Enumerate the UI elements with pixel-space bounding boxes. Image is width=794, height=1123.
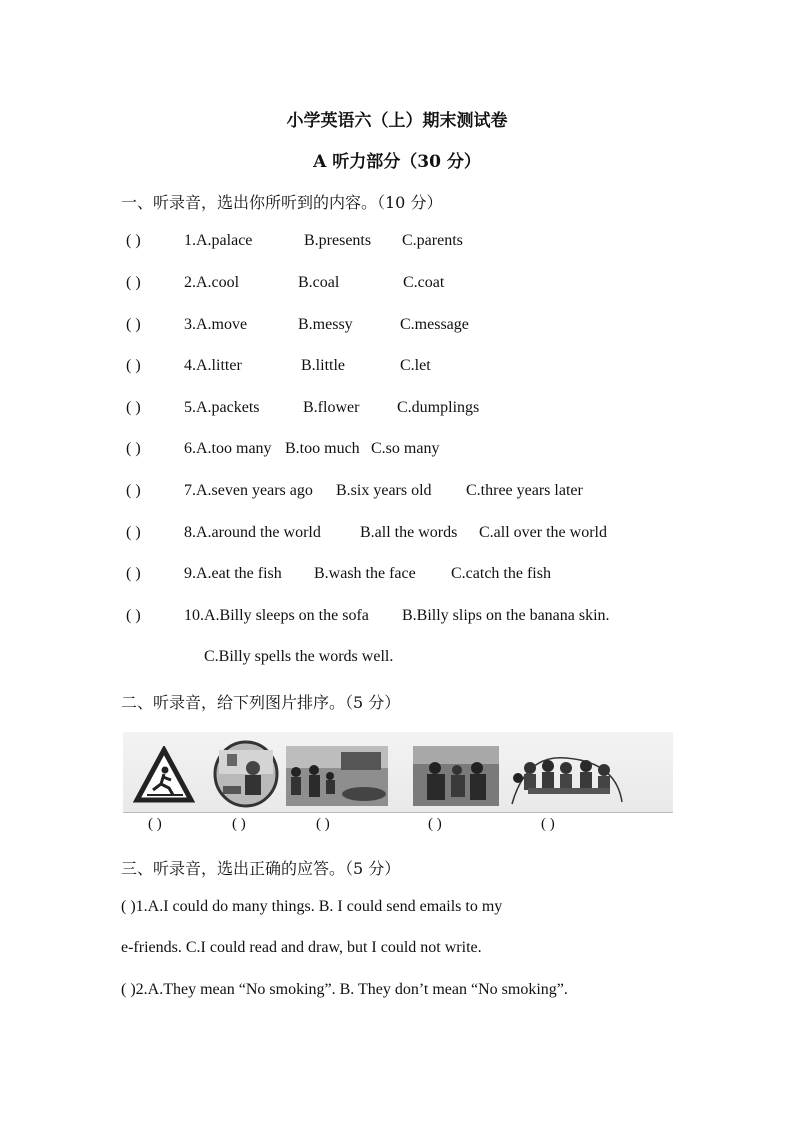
answer-blank[interactable]: ( ) (126, 316, 141, 333)
option-c: C.coat (403, 274, 445, 291)
question-number: 2. (184, 274, 196, 291)
answer-blank[interactable]: ( ) (126, 232, 141, 249)
option-b: B.wash the face (314, 565, 416, 582)
answer-blank[interactable]: ( ) (126, 565, 141, 582)
order-blank-1[interactable]: ( ) (148, 816, 162, 832)
picture-strip (123, 732, 673, 813)
question-number: 8. (184, 524, 196, 541)
question-number: 7. (184, 482, 196, 499)
answer-blank[interactable]: ( ) (126, 524, 141, 541)
people-at-table-photo-icon (506, 744, 626, 806)
question-number: 6. (184, 440, 196, 457)
question-9 (126, 565, 551, 583)
option-b: B.all the words (360, 524, 458, 541)
s3-question-1-line-2: e-friends. C.I could read and draw, but I could not write. (121, 939, 482, 956)
page-title: 小学英语六（上）期末测试卷 (286, 111, 508, 131)
order-blank-2[interactable]: ( ) (232, 816, 246, 832)
option-c: C.all over the world (479, 524, 607, 541)
question-8 (126, 524, 607, 542)
question-number: 10. (184, 607, 204, 624)
option-a: A.cool (196, 274, 240, 291)
option-b: B.Billy slips on the banana skin. (402, 607, 610, 624)
order-blank-5[interactable]: ( ) (541, 816, 555, 832)
question-number: 5. (184, 399, 196, 416)
answer-blank[interactable]: ( ) (126, 357, 141, 374)
answer-blank[interactable]: ( ) (126, 274, 141, 291)
order-blank-4[interactable]: ( ) (428, 816, 442, 832)
option-b: B.flower (303, 399, 360, 416)
question-5 (126, 399, 479, 417)
question-number: 9. (184, 565, 196, 582)
section1-heading: 一、听录音，选出你所听到的内容。（10 分） (121, 193, 443, 212)
option-a: A.Billy sleeps on the sofa (204, 607, 369, 624)
question-1 (126, 232, 463, 250)
answer-blank[interactable]: ( ) (126, 482, 141, 499)
family-street-photo-icon (286, 746, 388, 806)
child-at-beach-photo-icon (213, 740, 279, 808)
option-c: C.three years later (466, 482, 583, 499)
option-c: C.let (400, 357, 431, 374)
answer-blank[interactable]: ( ) (126, 399, 141, 416)
option-a: A.litter (196, 357, 242, 374)
option-c: C.parents (402, 232, 463, 249)
option-a: A.move (196, 316, 248, 333)
section3-heading: 三、听录音，选出正确的应答。（5 分） (121, 859, 401, 878)
option-b: B.coal (298, 274, 340, 291)
question-10-option-c: C.Billy spells the words well. (204, 648, 394, 665)
option-a: A.eat the fish (196, 565, 282, 582)
answer-blank[interactable]: ( ) (126, 607, 141, 624)
question-number: 1. (184, 232, 196, 249)
question-4 (126, 357, 431, 375)
option-b: B.little (301, 357, 345, 374)
option-a: A.palace (196, 232, 253, 249)
option-b: B.messy (298, 316, 353, 333)
question-6 (126, 440, 439, 458)
option-a: A.seven years ago (196, 482, 313, 499)
question-number: 4. (184, 357, 196, 374)
question-number: 3. (184, 316, 196, 333)
s3-question-1-line-1: ( )1.A.I could do many things. B. I could send emails to my (121, 898, 503, 915)
question-2 (126, 274, 444, 292)
group-outdoor-photo-icon (413, 746, 499, 806)
answer-blank[interactable]: ( ) (126, 440, 141, 457)
option-a: A.packets (196, 399, 260, 416)
order-blank-3[interactable]: ( ) (316, 816, 330, 832)
option-c: C.dumplings (397, 399, 480, 416)
option-c: C.message (400, 316, 469, 333)
option-a: A.around the world (196, 524, 321, 541)
section2-heading: 二、听录音，给下列图片排序。（5 分） (121, 693, 401, 712)
question-7 (126, 482, 583, 500)
option-a: A.too many (196, 440, 272, 457)
question-3 (126, 316, 469, 334)
option-b: B.too much (285, 440, 360, 457)
part-a-heading: A 听力部分（30 分） (313, 152, 481, 172)
caution-slippery-sign-icon (133, 746, 195, 804)
s3-question-2: ( )2.A.They mean “No smoking”. B. They don’t mean “No smoking”. (121, 981, 568, 998)
option-c: C.catch the fish (451, 565, 551, 582)
question-10 (126, 607, 610, 625)
option-c: C.so many (371, 440, 440, 457)
option-b: B.six years old (336, 482, 432, 499)
option-b: B.presents (304, 232, 372, 249)
